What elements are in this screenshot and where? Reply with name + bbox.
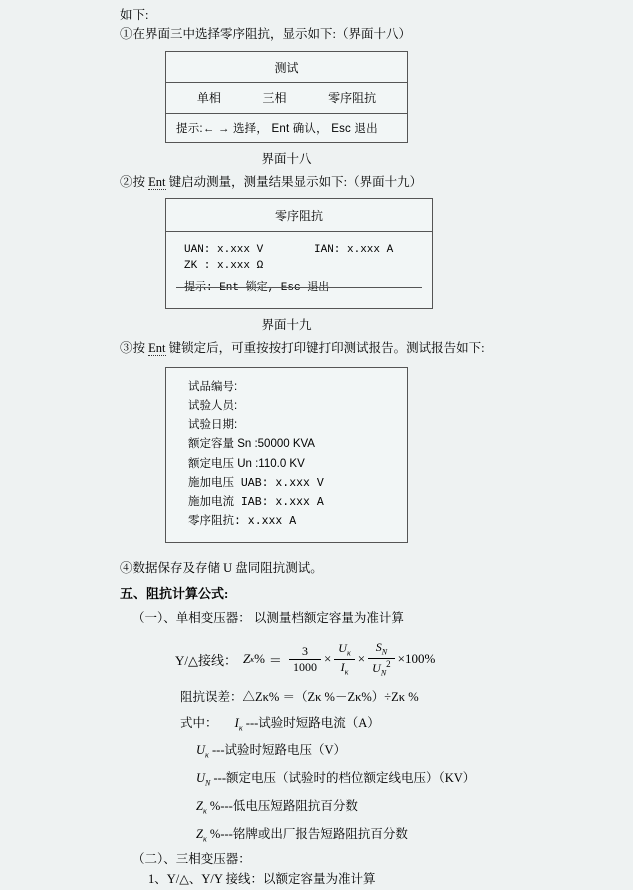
panel18-option-zero-seq[interactable]: 零序阻抗 — [328, 90, 377, 105]
panel19-uan-value: UAN: x.xxx V — [184, 244, 264, 257]
report-line-date: 试验日期: — [188, 419, 238, 431]
step-2-prefix: ②按 — [120, 174, 149, 189]
formula-frac-3-num: $S_N$ — [368, 640, 395, 658]
report-line-rated-capacity: 额定容量 Sn :50000 KVA — [188, 438, 315, 451]
symbol-zk: Z — [196, 799, 203, 814]
definition-zk2-line — [196, 825, 633, 846]
formula-frac-1-num: 3 — [289, 644, 321, 660]
formula-frac-1-den: 1000 — [292, 659, 317, 674]
symbol-uk: U — [196, 743, 206, 758]
formula-frac-3 — [368, 640, 395, 678]
formula-frac-3-den: $U_N^2$ — [372, 658, 391, 678]
formula-zk-sub: κ — [250, 654, 255, 664]
panel19-row-zk — [166, 258, 432, 274]
symbol-zk-sub: κ — [202, 806, 207, 816]
panel18-options — [166, 83, 407, 113]
symbol-un: U — [196, 771, 206, 786]
report-line-rated-voltage: 额定电压 Un :110.0 KV — [188, 457, 305, 470]
subsection-2-title: （二）、三相变压器： — [132, 852, 251, 866]
panel19-row-uan — [166, 242, 432, 258]
symbol-ik: I — [234, 715, 239, 730]
step-1-line: ①在界面三中选择零序阻抗，显示如下:（界面十八） — [120, 27, 411, 42]
formula-block — [175, 640, 633, 678]
formula-frac-2-den: $I_\kappa$ — [340, 659, 349, 677]
panel18-hint: 提示:← → 选择， Ent 确认， Esc 退出 — [176, 122, 378, 135]
symbol-zk2-sub: κ — [202, 834, 207, 844]
definition-un: ---额定电压（试验时的档位额定线电压）（KV） — [213, 771, 476, 786]
definition-uk-line — [196, 741, 633, 762]
formula-percent: % — [254, 651, 265, 667]
step-3-line — [120, 339, 633, 358]
report-line-applied-current: 施加电流 IAB: x.xxx A — [188, 496, 324, 509]
formula-label: Y/△接线： — [175, 652, 237, 668]
panel19-zk-value: ZK : x.xxx Ω — [184, 260, 264, 273]
symbol-zk2: Z — [196, 827, 203, 842]
formula-zk: Z — [243, 651, 251, 667]
symbol-uk-sub: κ — [205, 750, 209, 760]
step-4-line: ④数据保存及存储 U 盘同阻抗测试。 — [120, 560, 323, 575]
caption-interface-18: 界面十八 — [261, 151, 312, 166]
panel19-title: 零序阻抗 — [274, 209, 323, 224]
panel19-body — [166, 232, 432, 308]
definition-zk: %---低电压短路阻抗百分数 — [209, 799, 358, 814]
formula-frac-2-num: $U_\kappa$ — [334, 641, 355, 659]
where-label: 式中： — [180, 715, 218, 730]
definition-zk-line — [196, 797, 633, 818]
panel18-option-three[interactable]: 三相 — [262, 90, 287, 105]
formula-times-2: × — [357, 651, 366, 667]
panel18-title: 测试 — [274, 60, 299, 75]
subsection-1-title: （一）、单相变压器： 以测量档额定容量为准计算 — [132, 611, 404, 626]
formula-tail: ×100% — [397, 651, 436, 667]
formula-times-1: × — [323, 651, 332, 667]
step-3-key: Ent — [148, 341, 166, 356]
report-line-tester: 试验人员: — [188, 399, 238, 412]
subsection-2-line-1: 1、Y/△、Y/Y 接线：以额定容量为准计算 — [148, 872, 376, 887]
test-report-panel — [165, 367, 408, 543]
report-line-sample-no: 试品编号: — [188, 380, 238, 393]
formula-main — [175, 640, 633, 678]
panel19-ian-value: IAN: x.xxx A — [314, 244, 394, 257]
symbol-un-sub: N — [205, 778, 211, 788]
definition-zk2: %---铭牌或出厂报告短路阻抗百分数 — [209, 827, 408, 842]
intro-line: 如下: — [120, 8, 149, 22]
report-line-zero-seq-impedance: 零序阻抗: x.xxx A — [188, 515, 297, 529]
formula-frac-1 — [289, 644, 321, 675]
report-line-applied-voltage: 施加电压 UAB: x.xxx V — [188, 476, 324, 490]
impedance-error-line: 阻抗误差：△Zκ% ＝（Zκ %－Zκ%）÷Zκ % — [180, 690, 419, 705]
section-5-title: 五、阻抗计算公式: — [120, 585, 229, 601]
definition-ik: ---试验时短路电流（A） — [245, 715, 380, 730]
symbol-ik-sub: κ — [238, 723, 243, 733]
lcd-panel-interface-19 — [165, 198, 433, 309]
caption-interface-19: 界面十九 — [261, 318, 312, 333]
panel19-hint: 提示: Ent 锁定, Esc 退出 — [166, 274, 432, 300]
step-2-key: Ent — [148, 174, 166, 189]
lcd-panel-interface-18 — [165, 51, 408, 143]
formula-frac-2 — [334, 641, 355, 677]
step-3-suffix: 键锁定后，可重按按打印键打印测试报告。测试报告如下: — [165, 341, 485, 356]
where-line — [180, 714, 633, 735]
step-2-suffix: 键启动测量，测量结果显示如下:（界面十九） — [165, 174, 423, 189]
definition-un-line — [196, 769, 633, 790]
panel18-option-single[interactable]: 单相 — [196, 90, 221, 105]
definition-uk: ---试验时短路电压（V） — [212, 743, 347, 758]
step-3-prefix: ③按 — [120, 341, 149, 356]
formula-equals: ＝ — [268, 652, 282, 668]
step-2-line — [120, 173, 633, 192]
